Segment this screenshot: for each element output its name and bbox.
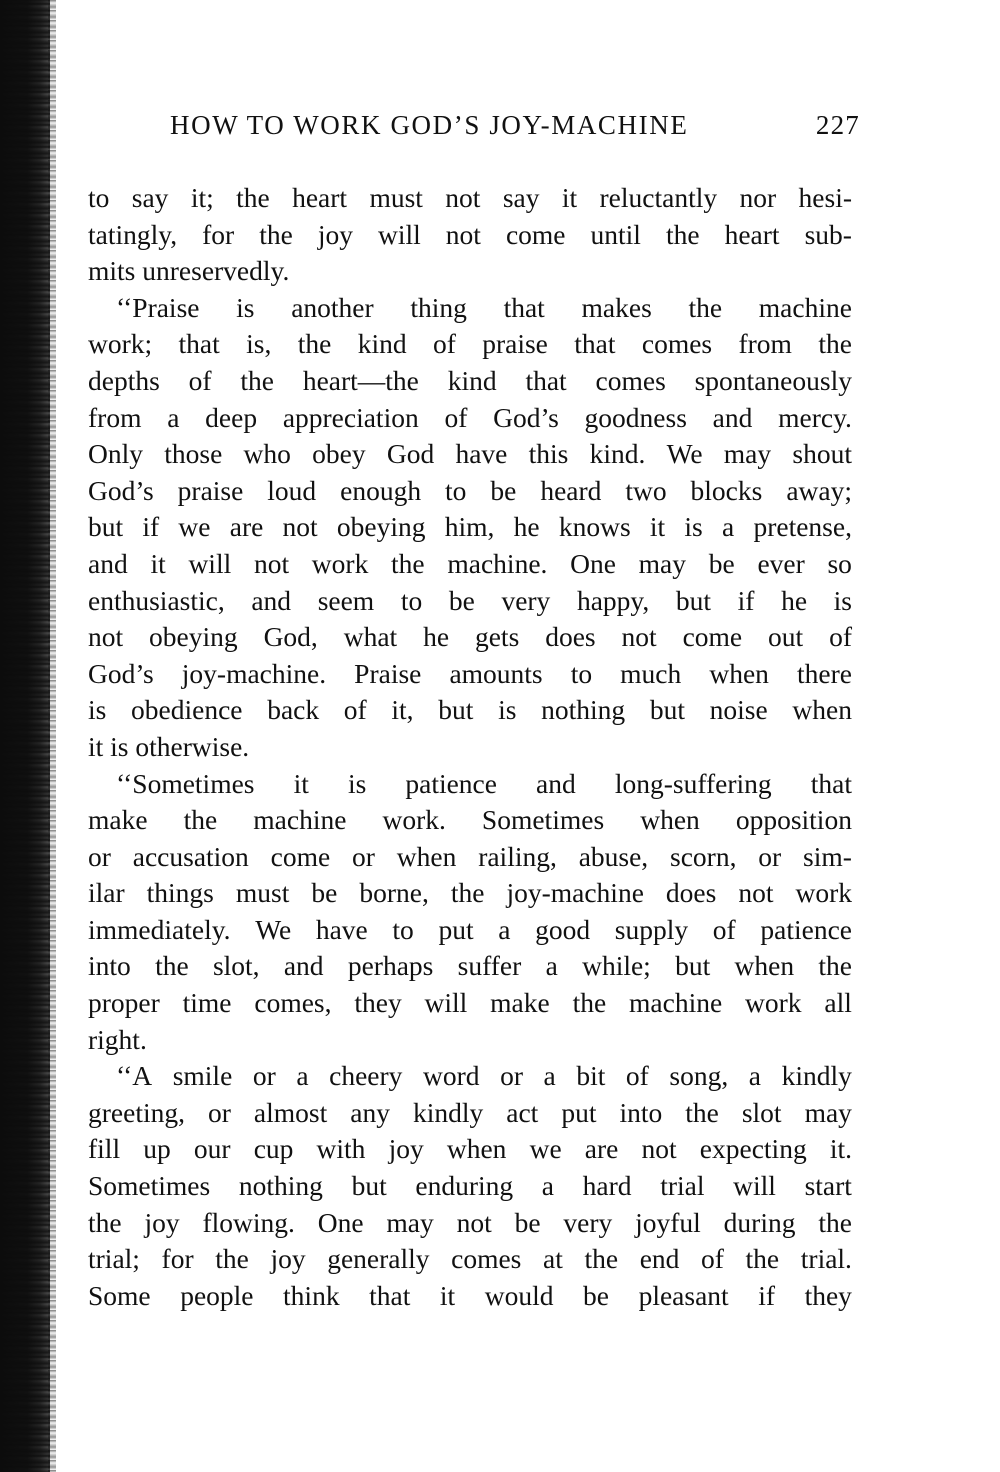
text-line: mits unreservedly. <box>88 255 290 287</box>
running-header <box>170 110 860 141</box>
text-line: right. <box>88 1023 147 1055</box>
text-line: proper time comes, they will make the machine work all <box>88 987 852 1019</box>
text-line: or accusation come or when railing, abuse, scorn, or sim- <box>88 840 852 872</box>
text-line: depths of the heart—the kind that comes spontaneously <box>88 364 852 396</box>
text-line: fill up our cup with joy when we are not expecting it. <box>88 1133 852 1165</box>
text-line: ‘‘Sometimes it is patience and long-suffering that <box>116 767 852 799</box>
paragraph <box>88 766 852 1059</box>
text-line: ilar things must be borne, the joy-machine does not work <box>88 877 852 909</box>
text-line: ‘‘Praise is another thing that makes the machine <box>116 291 852 323</box>
paragraph <box>88 180 852 290</box>
page-number: 227 <box>815 110 860 140</box>
text-line: Only those who obey God have this kind. We may shout <box>88 438 852 470</box>
text-line: greeting, or almost any kindly act put into the slot may <box>88 1096 852 1128</box>
text-line: but if we are not obeying him, he knows it is a pretense, <box>88 511 852 543</box>
text-line: it is otherwise. <box>88 730 250 762</box>
text-line: from a deep appreciation of God’s goodness and mercy. <box>88 401 852 433</box>
text-line: ‘‘A smile or a cheery word or a bit of song, a kindly <box>116 1060 852 1092</box>
text-line: is obedience back of it, but is nothing but noise when <box>88 694 852 726</box>
text-line: into the slot, and perhaps suffer a while; but when the <box>88 950 852 982</box>
text-line: God’s joy-machine. Praise amounts to much when there <box>88 657 852 689</box>
scan-binding-edge <box>0 0 50 1472</box>
text-line: and it will not work the machine. One may be ever so <box>88 547 852 579</box>
paragraph <box>88 1058 852 1314</box>
paragraph <box>88 290 852 766</box>
text-line: not obeying God, what he gets does not come out of <box>88 621 852 653</box>
text-line: to say it; the heart must not say it reluctantly nor hesi- <box>88 182 852 213</box>
text-line: the joy flowing. One may not be very joyful during the <box>88 1206 852 1238</box>
running-title: HOW TO WORK GOD’S JOY-MACHINE <box>170 110 689 140</box>
text-line: work; that is, the kind of praise that comes from the <box>88 328 852 360</box>
text-line: make the machine work. Sometimes when opposition <box>88 804 852 836</box>
text-line: tatingly, for the joy will not come until the heart sub- <box>88 218 852 250</box>
text-line: Some people think that it would be pleasant if they <box>88 1279 852 1311</box>
text-line: Sometimes nothing but enduring a hard trial will start <box>88 1170 852 1202</box>
text-line: immediately. We have to put a good supply of patience <box>88 913 852 945</box>
text-line: trial; for the joy generally comes at the end of the trial. <box>88 1243 852 1275</box>
text-line: enthusiastic, and seem to be very happy, but if he is <box>88 584 852 616</box>
body-text <box>88 180 852 1314</box>
text-line: God’s praise loud enough to be heard two blocks away; <box>88 474 852 506</box>
